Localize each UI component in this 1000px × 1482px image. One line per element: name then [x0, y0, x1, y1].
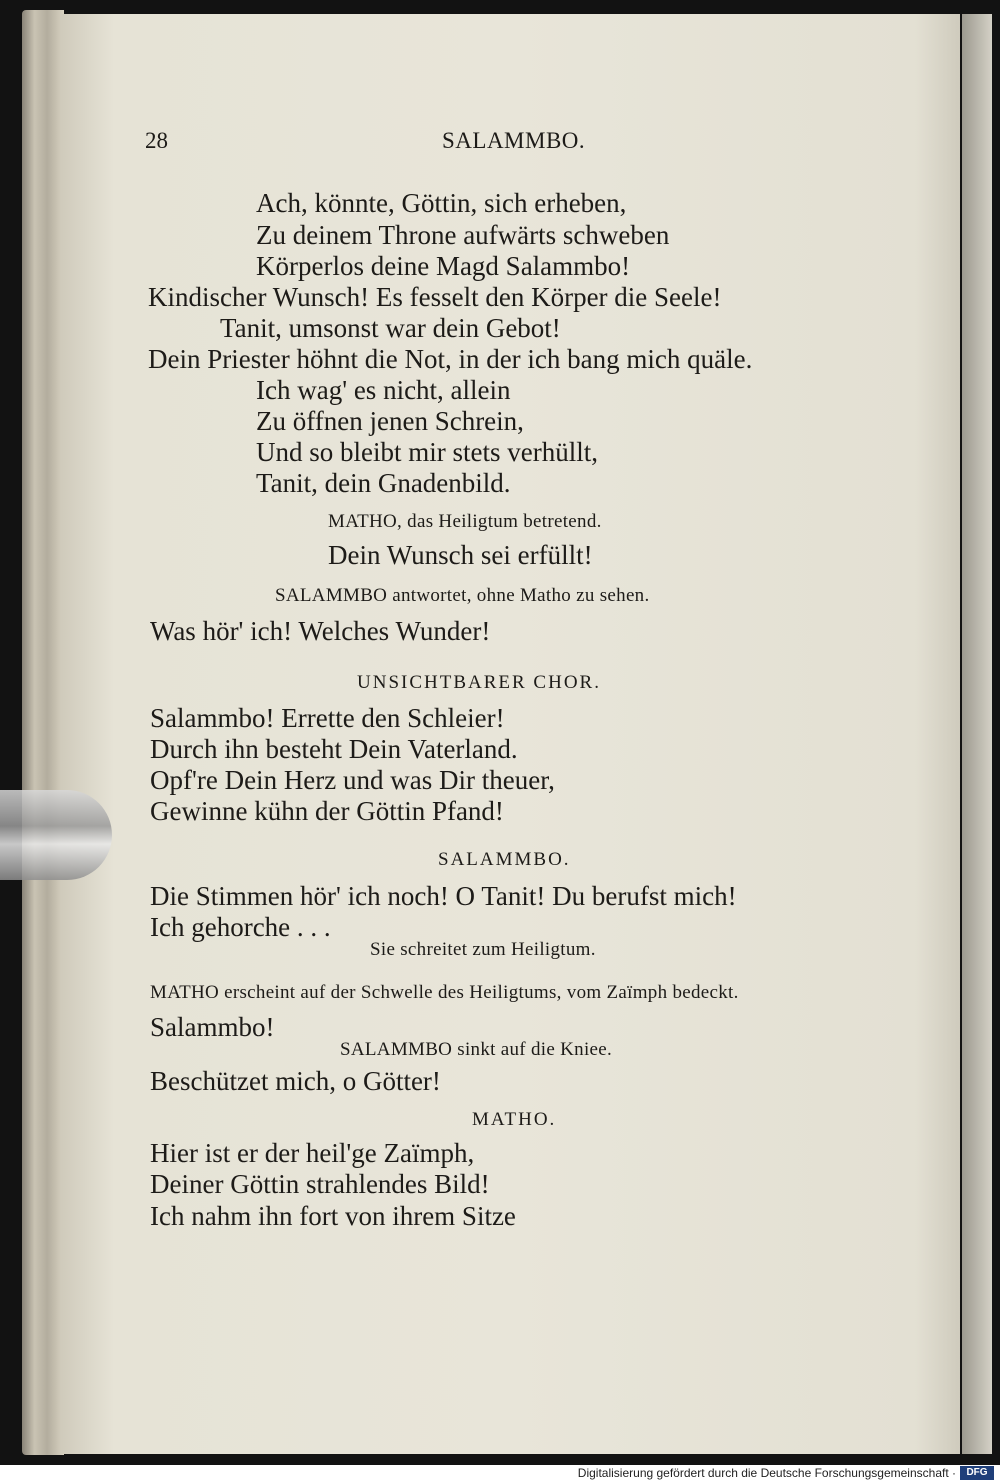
verse-line: Beschützet mich, o Götter! — [150, 1066, 441, 1096]
stage-direction: SALAMMBO antwortet, ohne Matho zu sehen. — [275, 585, 650, 606]
book-edge — [22, 10, 64, 1455]
verse-line: Zu öffnen jenen Schrein, — [256, 406, 524, 436]
dfg-logo-icon: DFG — [960, 1466, 994, 1480]
speaker-heading: MATHO. — [472, 1109, 557, 1130]
stage-direction: SALAMMBO sinkt auf die Kniee. — [340, 1039, 613, 1060]
verse-line: Ich wag' es nicht, allein — [256, 375, 511, 405]
verse-line: Salammbo! Errette den Schleier! — [150, 703, 505, 733]
verse-line: Körperlos deine Magd Salammbo! — [256, 251, 631, 281]
verse-line: Kindischer Wunsch! Es fesselt den Körper die Seele! — [148, 282, 722, 312]
verse-line: Hier ist er der heil'ge Zaïmph, — [150, 1138, 475, 1168]
verse-line: Und so bleibt mir stets verhüllt, — [256, 437, 598, 467]
page-number: 28 — [145, 128, 168, 153]
stage-direction: MATHO, das Heiligtum betretend. — [328, 511, 602, 532]
verse-line: Tanit, umsonst war dein Gebot! — [220, 313, 561, 343]
speaker-heading: SALAMMBO. — [438, 849, 571, 870]
verse-line: Durch ihn besteht Dein Vaterland. — [150, 734, 518, 764]
verse-line: Ach, könnte, Göttin, sich erheben, — [256, 188, 627, 218]
verse-line: Ich nahm ihn fort von ihrem Sitze — [150, 1201, 516, 1231]
verse-line: Salammbo! — [150, 1012, 275, 1042]
verse-line: Die Stimmen hör' ich noch! O Tanit! Du berufst mich! — [150, 881, 737, 911]
verse-line: Gewinne kühn der Göttin Pfand! — [150, 796, 504, 826]
verse-line: Deiner Göttin strahlendes Bild! — [150, 1169, 490, 1199]
speaker-heading: UNSICHTBARER CHOR. — [357, 672, 601, 693]
verse-line: Opf're Dein Herz und was Dir theuer, — [150, 765, 555, 795]
verse-line: Was hör' ich! Welches Wunder! — [150, 616, 491, 646]
footer-credit: Digitalisierung gefördert durch die Deutsche Forschungsgemeinschaft · — [577, 1466, 956, 1480]
page-clip — [0, 790, 112, 880]
stage-direction: MATHO erscheint auf der Schwelle des Heiligtums, vom Zaïmph bedeckt. — [150, 982, 739, 1003]
stage-direction: Sie schreitet zum Heiligtum. — [370, 939, 596, 960]
verse-line: Ich gehorche . . . — [150, 912, 331, 942]
verse-line: Dein Priester höhnt die Not, in der ich bang mich quäle. — [148, 344, 753, 374]
verse-line: Dein Wunsch sei erfüllt! — [328, 540, 593, 570]
running-title: SALAMMBO. — [442, 128, 586, 153]
next-page-edge — [962, 14, 992, 1454]
verse-line: Zu deinem Throne aufwärts schweben — [256, 220, 670, 250]
verse-line: Tanit, dein Gnadenbild. — [256, 468, 511, 498]
